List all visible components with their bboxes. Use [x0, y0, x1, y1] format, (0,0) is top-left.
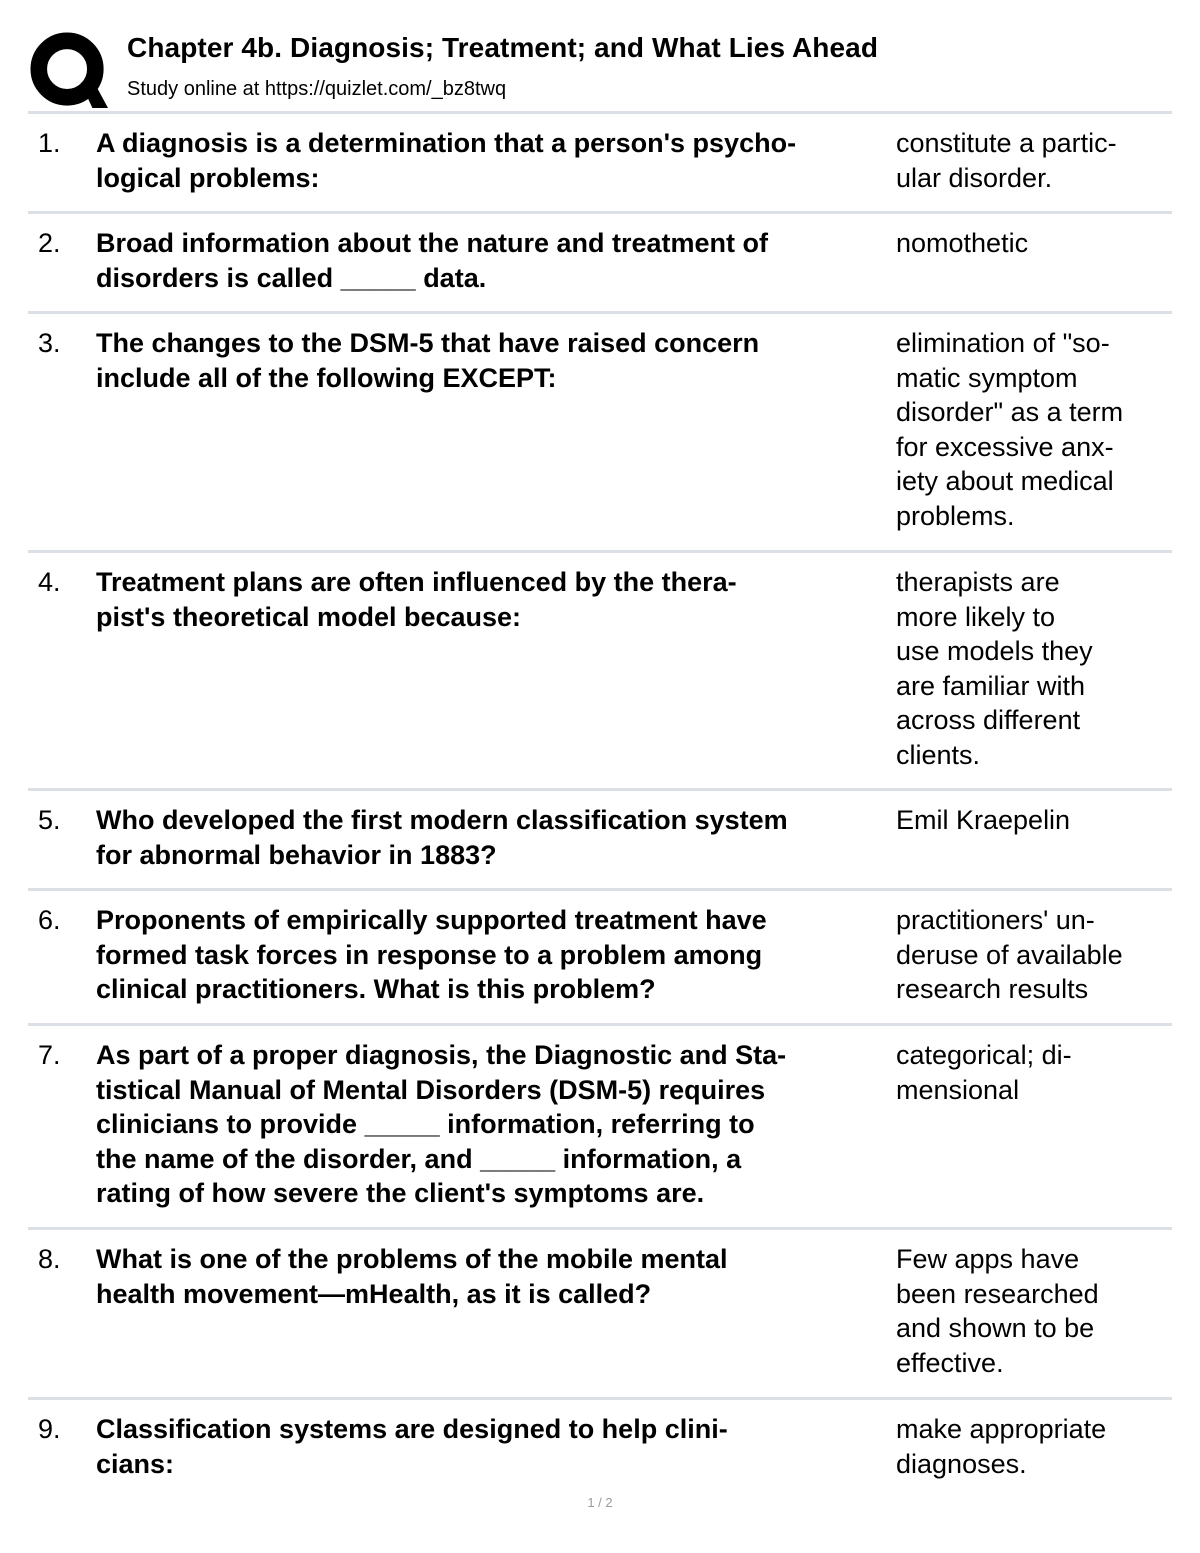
card-number: 1. — [38, 128, 61, 158]
card-term: The changes to the DSM-5 that have raised concern include all of the following EXCEPT: — [96, 328, 760, 393]
study-online-link[interactable]: Study online at https://quizlet.com/_bz8twq — [127, 78, 507, 100]
divider — [28, 550, 1172, 553]
card-number: 8. — [38, 1244, 61, 1274]
divider — [28, 211, 1172, 214]
divider — [28, 311, 1172, 314]
divider — [28, 888, 1172, 891]
divider — [28, 1227, 1172, 1230]
card-number: 5. — [38, 805, 61, 835]
divider — [28, 1397, 1172, 1400]
card-term: What is one of the problems of the mobile mental health movement—mHealth, as it is called? — [96, 1244, 728, 1309]
card-definition: constitute a partic- ular disorder. — [896, 128, 1117, 193]
card-definition: therapists are more likely to use models they are familiar with across different clients. — [896, 567, 1093, 770]
divider — [28, 1023, 1172, 1026]
divider — [28, 111, 1172, 114]
card-term: Classification systems are designed to help clini- cians: — [96, 1414, 728, 1479]
card-definition: practitioners' un- deruse of available research results — [896, 905, 1123, 1005]
card-term: As part of a proper diagnosis, the Diagnostic and Sta- tistical Manual of Mental Disorders (DSM-5) requires clinicians to provide _____ information, referring to the name of the disorder, and _____ information, a rating of how severe the client's symptoms are. — [96, 1040, 787, 1209]
card-term: Who developed the first modern classification system for abnormal behavior in 1883? — [96, 805, 788, 870]
card-number: 7. — [38, 1040, 61, 1070]
card-term: Broad information about the nature and treatment of disorders is called _____ data. — [96, 228, 769, 293]
card-number: 2. — [38, 228, 61, 258]
card-definition: Few apps have been researched and shown to be effective. — [896, 1244, 1099, 1378]
card-term: Treatment plans are often influenced by the thera- pist's theoretical model because: — [96, 567, 737, 632]
card-number: 3. — [38, 328, 61, 358]
card-number: 9. — [38, 1414, 61, 1444]
page-indicator: 1 / 2 — [587, 1495, 613, 1510]
card-definition: Emil Kraepelin — [896, 805, 1071, 835]
card-definition: categorical; di- mensional — [896, 1040, 1072, 1105]
card-number: 4. — [38, 567, 61, 597]
page-title: Chapter 4b. Diagnosis; Treatment; and What Lies Ahead — [127, 32, 879, 63]
divider — [28, 788, 1172, 791]
card-term: A diagnosis is a determination that a person's psycho- logical problems: — [96, 128, 797, 193]
card-definition: elimination of "so- matic symptom disorder" as a term for excessive anx- iety about medical problems. — [896, 328, 1124, 531]
card-number: 6. — [38, 905, 61, 935]
card-definition: make appropriate diagnoses. — [896, 1414, 1107, 1479]
quizlet-logo-icon — [30, 32, 108, 110]
page-header — [30, 28, 1172, 110]
card-definition: nomothetic — [896, 228, 1029, 258]
card-term: Proponents of empirically supported treatment have formed task forces in response to a problem among clinical practitioners. What is this problem? — [96, 905, 767, 1005]
